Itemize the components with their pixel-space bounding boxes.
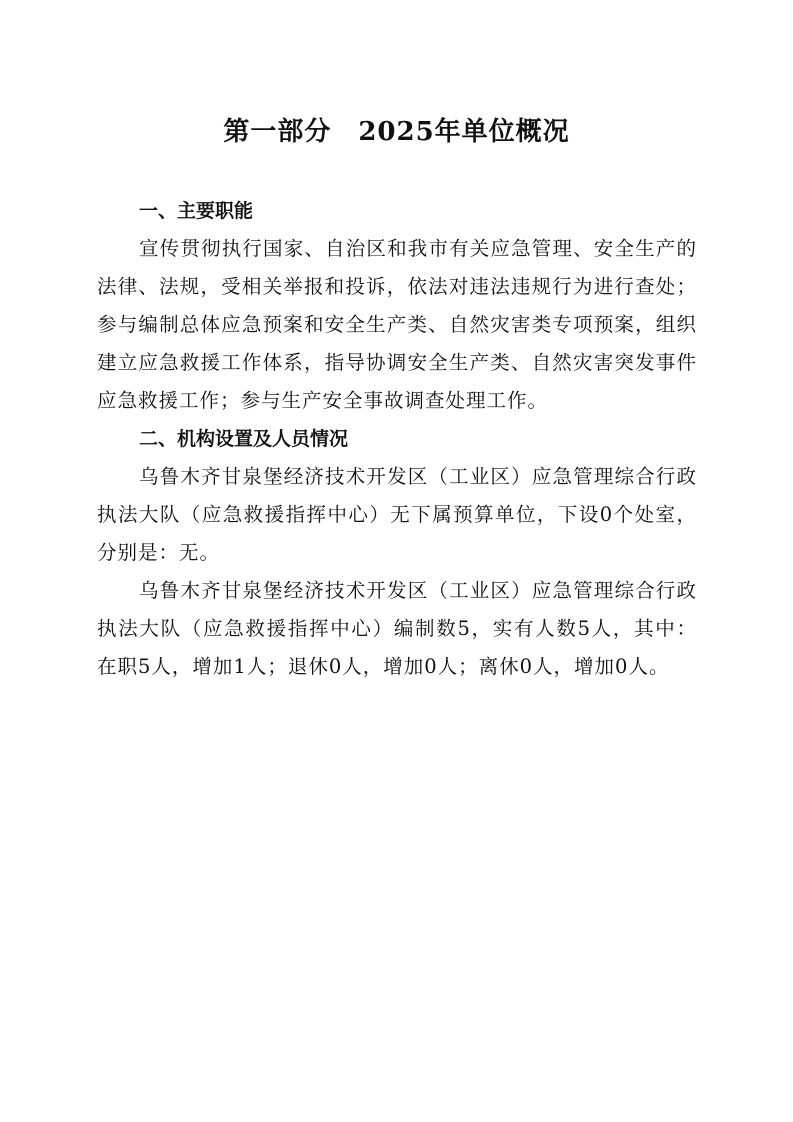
section-heading: 一、主要职能 bbox=[139, 200, 254, 222]
body-paragraph: 宣传贯彻执行国家、自治区和我市有关应急管理、安全生产的法律、法规，受相关举报和投诉，依法对违法违规行为进行查处；参与编制总体应急预案和安全生产类、自然灾害类专项预案，组织建立应急救援工作体系，指导协调安全生产类、自然灾害突发事件应急救援工作；参与生产安全事故调查处理工作。 bbox=[97, 237, 697, 412]
section-heading: 二、机构设置及人员情况 bbox=[139, 428, 349, 450]
document-body bbox=[97, 192, 697, 686]
section-organization-staffing bbox=[97, 420, 697, 686]
body-paragraph: 乌鲁木齐甘泉堡经济技术开发区（工业区）应急管理综合行政执法大队（应急救援指挥中心）无下属预算单位，下设0个处室，分别是：无。 bbox=[97, 465, 697, 564]
section-main-functions bbox=[97, 192, 697, 420]
body-paragraph: 乌鲁木齐甘泉堡经济技术开发区（工业区）应急管理综合行政执法大队（应急救援指挥中心）编制数5，实有人数5人，其中：在职5人，增加1人；退休0人，增加0人；离休0人，增加0人。 bbox=[97, 579, 697, 678]
page-title: 第一部分 2025年单位概况 bbox=[223, 117, 570, 147]
